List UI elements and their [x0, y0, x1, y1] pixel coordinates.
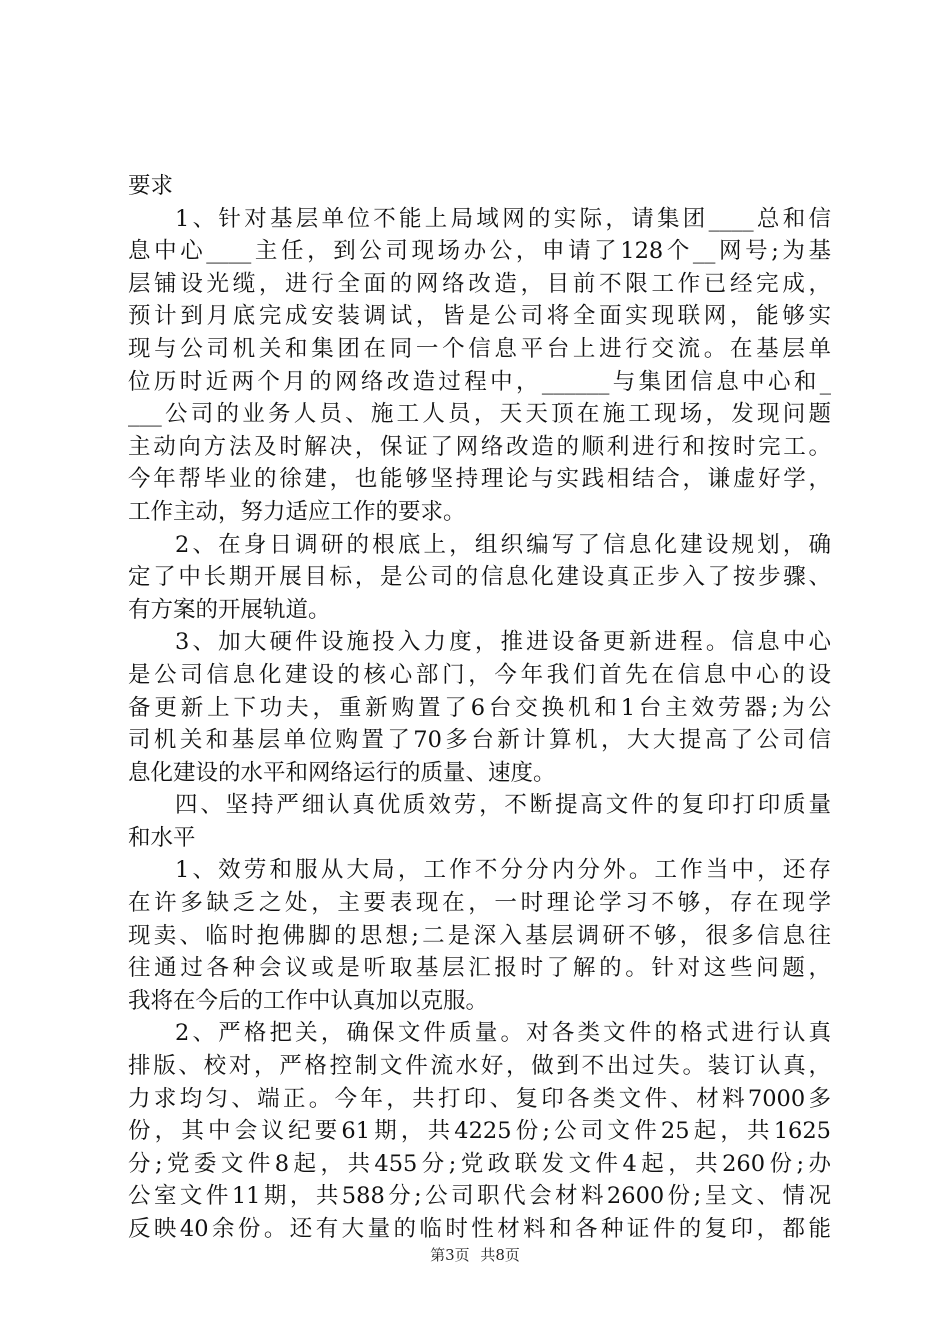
text-line: 公室文件11期，共588分;公司职代会材料2600份;呈文、情况	[128, 1183, 831, 1210]
text-line: 四、坚持严细认真优质效劳，不断提高文件的复印打印质量	[175, 792, 831, 819]
text-line: 2、严格把关，确保文件质量。对各类文件的格式进行认真	[175, 1020, 831, 1047]
text-line: 息中心____主任，到公司现场办公，申请了128个__网号;为基	[128, 238, 831, 265]
text-line: 我将在今后的工作中认真加以克服。	[128, 987, 489, 1014]
text-line: 是公司信息化建设的核心部门，今年我们首先在信息中心的设	[128, 661, 831, 688]
text-line: 今年帮毕业的徐建，也能够坚持理论与实践相结合，谦虚好学，	[128, 466, 831, 493]
text-line: 在许多缺乏之处，主要表现在，一时理论学习不够，存在现学	[128, 890, 831, 917]
text-line: ___公司的业务人员、施工人员，天天顶在施工现场，发现问题	[128, 401, 831, 428]
text-line: 3、加大硬件设施投入力度，推进设备更新进程。信息中心	[175, 629, 831, 656]
page-footer	[0, 1245, 950, 1265]
text-line: 排版、校对，严格控制文件流水好，做到不出过失。装订认真，	[128, 1053, 831, 1080]
text-line: 息化建设的水平和网络运行的质量、速度。	[128, 759, 556, 786]
text-line: 预计到月底完成安装调试，皆是公司将全面实现联网，能够实	[128, 303, 831, 330]
page-total: 共8页	[480, 1246, 520, 1264]
text-line: 和水平	[128, 824, 196, 851]
text-line: 现卖、临时抱佛脚的思想;二是深入基层调研不够，很多信息往	[128, 922, 831, 949]
text-line: 分;党委文件8起，共455分;党政联发文件4起，共260份;办	[128, 1150, 831, 1177]
text-line: 反映40余份。还有大量的临时性材料和各种证件的复印，都能	[128, 1216, 831, 1242]
text-line: 1、针对基层单位不能上局域网的实际，请集团____总和信	[175, 205, 831, 232]
text-line: 1、效劳和服从大局，工作不分分内分外。工作当中，还存	[175, 857, 831, 884]
text-line: 有方案的开展轨道。	[128, 596, 331, 623]
text-line: 2、在身日调研的根底上，组织编写了信息化建设规划，确	[175, 531, 831, 558]
text-line: 力求均匀、端正。今年，共打印、复印各类文件、材料7000多	[128, 1085, 831, 1112]
text-line: 工作主动，努力适应工作的要求。	[128, 498, 466, 525]
text-line: 往通过各种会议或是听取基层汇报时了解的。针对这些问题，	[128, 955, 831, 982]
text-line: 司机关和基层单位购置了70多台新计算机，大大提高了公司信	[128, 727, 831, 754]
text-line: 主动向方法及时解决，保证了网络改造的顺利进行和按时完工。	[128, 433, 831, 460]
text-line: 备更新上下功夫，重新购置了6台交换机和1台主效劳器;为公	[128, 694, 831, 721]
text-line: 层铺设光缆，进行全面的网络改造，目前不限工作已经完成，	[128, 270, 831, 297]
document-body	[128, 170, 831, 1246]
text-line: 份，其中会议纪要61期，共4225份;公司文件25起，共1625	[128, 1118, 831, 1145]
page-number: 第3页	[430, 1246, 470, 1264]
text-line: 现与公司机关和集团在同一个信息平台上进行交流。在基层单	[128, 335, 831, 362]
text-line: 要求	[128, 173, 174, 199]
text-line: 位历时近两个月的网络改造过程中，______与集团信息中心和_	[128, 368, 831, 395]
text-line: 定了中长期开展目标，是公司的信息化建设真正步入了按步骤、	[128, 564, 831, 591]
